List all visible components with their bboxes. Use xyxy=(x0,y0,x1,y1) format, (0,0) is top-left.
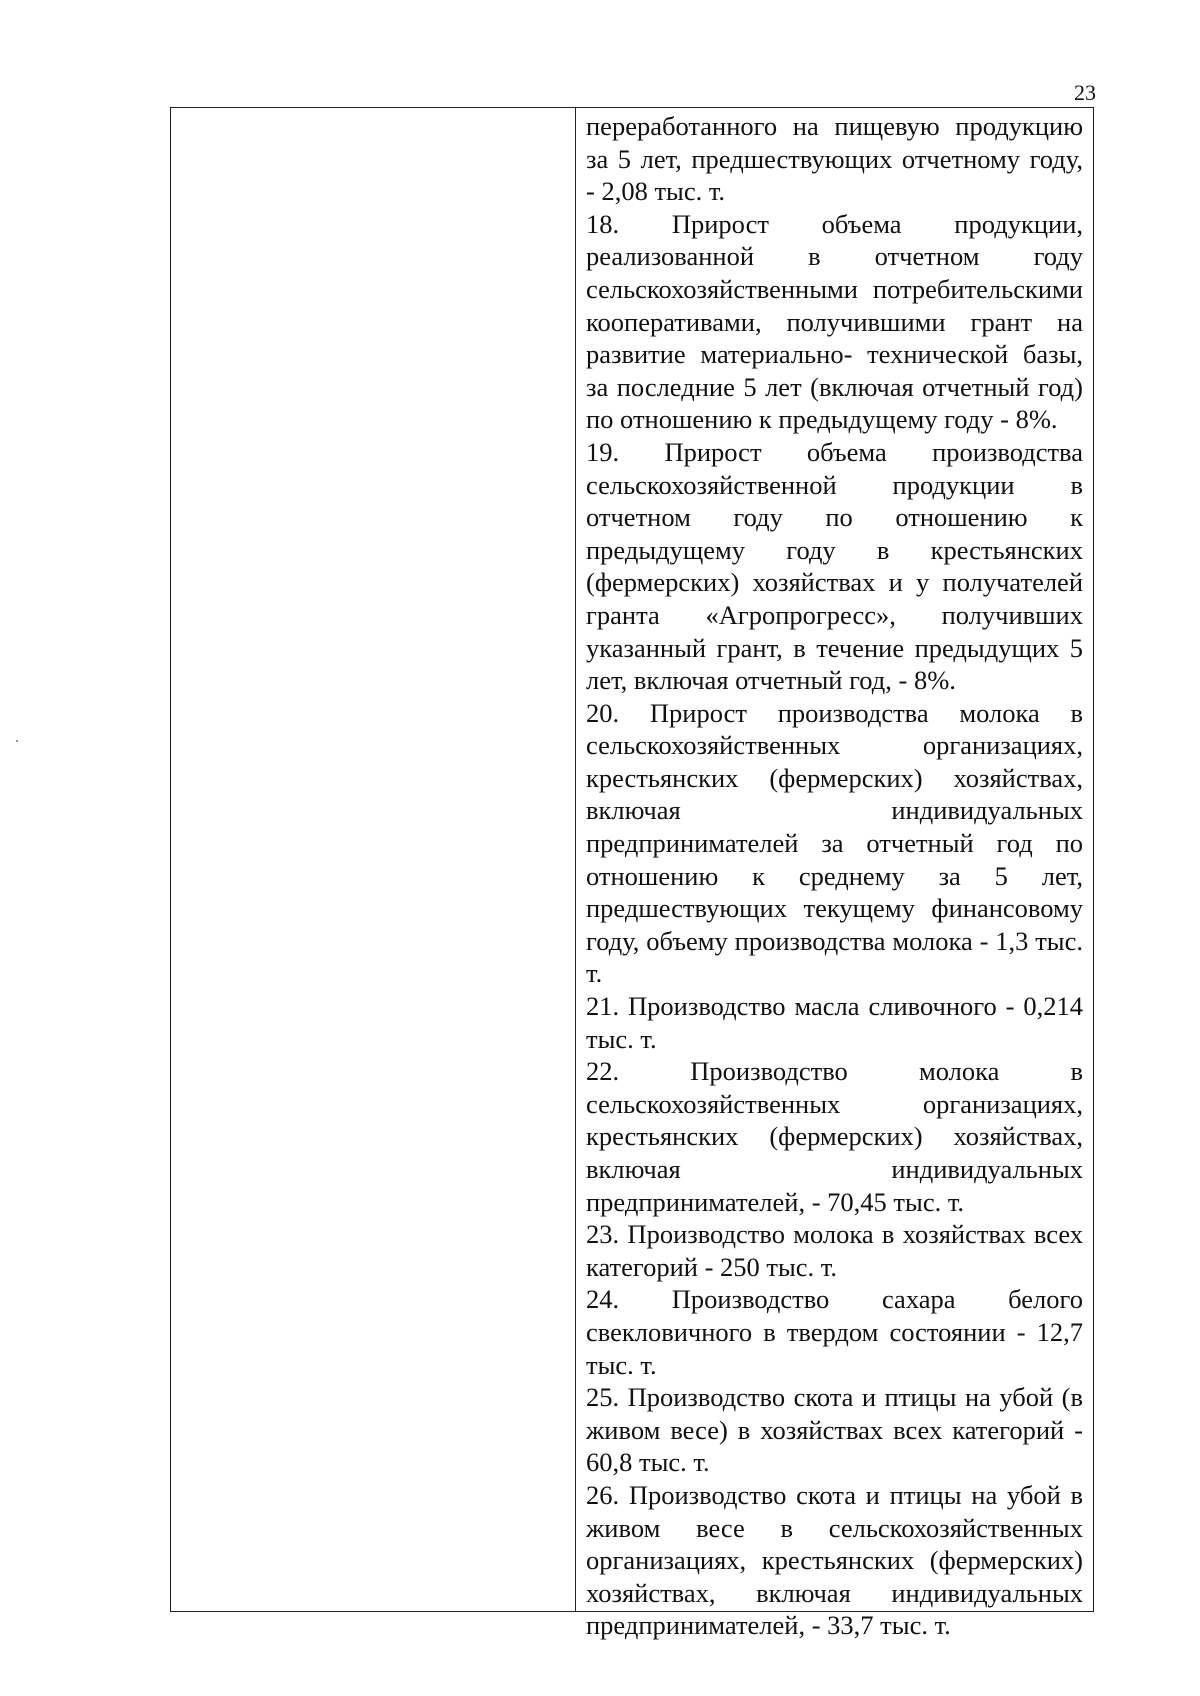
scan-artifact-dot xyxy=(16,740,18,742)
paragraph-item-24: 24. Производство сахара белого свекловичного в твердом состоянии - 12,7 тыс. т. xyxy=(586,1284,1083,1380)
table-cell-right xyxy=(576,108,1093,1641)
paragraph-item-20: 20. Прирост производства молока в сельскохозяйственных организациях, крестьянских (фермерских) хозяйствах, включая индивидуальных предпринимателей за отчетный год по отношению к среднему за 5 лет, предшествующих текущему финансовому году, объему производства молока - 1,3 тыс. т. xyxy=(586,697,1083,989)
paragraph-item-21: 21. Производство масла сливочного - 0,214 тыс. т. xyxy=(586,991,1083,1054)
paragraph-item-22: 22. Производство молока в сельскохозяйственных организациях, крестьянских (фермерских) хозяйствах, включая индивидуальных предпринимателей, - 70,45 тыс. т. xyxy=(586,1056,1083,1217)
page-number: 23 xyxy=(1074,80,1096,105)
document-table xyxy=(170,107,1094,1641)
paragraph-item-19: 19. Прирост объема производства сельскохозяйственной продукции в отчетном году по отношению к предыдущему году в крестьянских (фермерских) хозяйствах и у получателей гранта «Агропрогресс», получивших указанный грант, в течение предыдущих 5 лет, включая отчетный год, - 8%. xyxy=(586,436,1083,696)
table-cell-left xyxy=(171,108,576,1611)
paragraph-item-18: 18. Прирост объема продукции, реализованной в отчетном году сельскохозяйственными потребительскими кооперативами, получившими грант на развитие материально- технической базы, за последние 5 лет (включая отчетный год) по отношению к предыдущему году - 8%. xyxy=(586,208,1083,435)
paragraph-item-23: 23. Производство молока в хозяйствах всех категорий - 250 тыс. т. xyxy=(586,1219,1083,1282)
paragraph-item-26: 26. Производство скота и птицы на убой в живом весе в сельскохозяйственных организациях, крестьянских (фермерских) хозяйствах, включая индивидуальных предпринимателей, - 33,7 тыс. т. xyxy=(586,1479,1083,1641)
paragraph-item-25: 25. Производство скота и птицы на убой (в живом весе) в хозяйствах всех категорий - 60,8 тыс. т. xyxy=(586,1382,1083,1478)
paragraph-continuation: переработанного на пищевую продукцию за 5 лет, предшествующих отчетному году, - 2,08 тыс. т. xyxy=(586,111,1083,207)
